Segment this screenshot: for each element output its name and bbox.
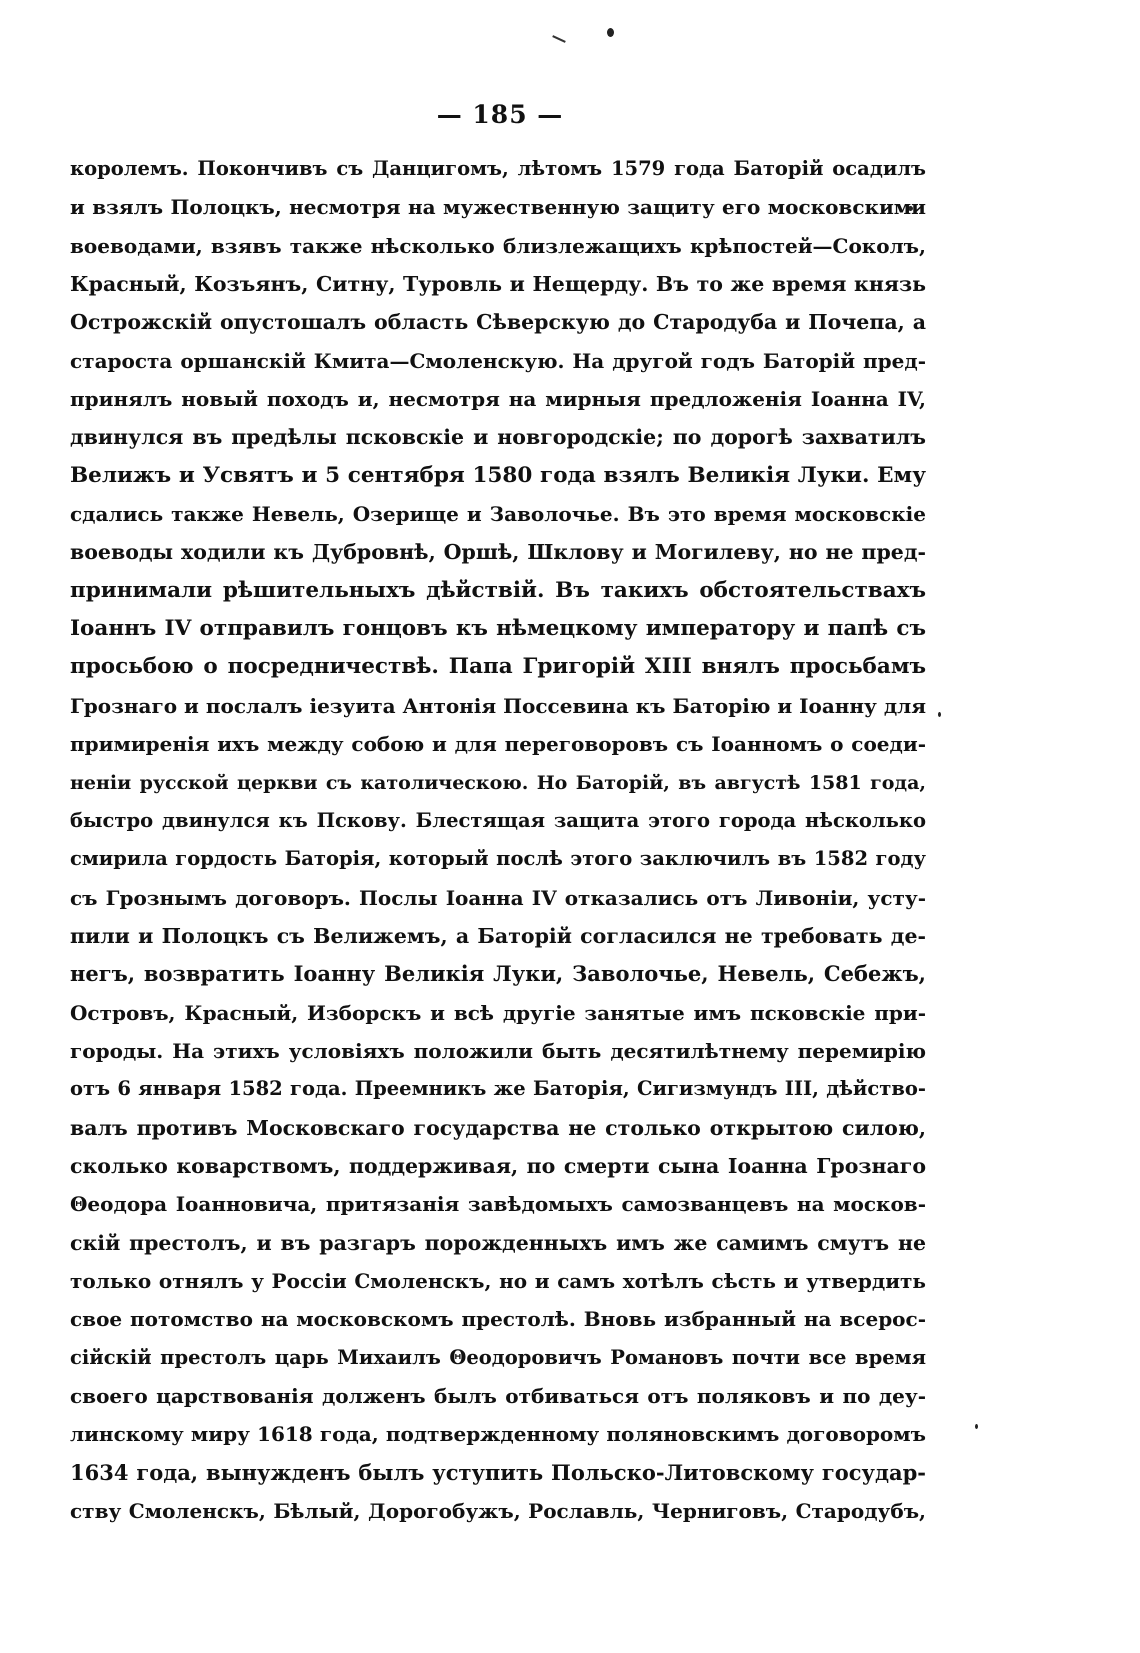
text-line: Красный, Козъянъ, Ситну, Туровль и Нещерду. Въ то же время князь xyxy=(70,272,926,297)
ink-speck xyxy=(975,1424,978,1429)
text-line: валъ противъ Московскаго государства не столько открытою силою, xyxy=(70,1115,926,1140)
text-line: скій престолъ, и въ разгаръ порожденныхъ имъ же самимъ смутъ не xyxy=(70,1230,926,1255)
text-line: смирила гордость Баторія, который послѣ этого заключилъ въ 1582 году xyxy=(70,847,926,871)
text-line: пили и Полоцкъ съ Велижемъ, а Баторій согласился не требовать де- xyxy=(70,923,926,948)
text-line: городы. На этихъ условіяхъ положили быть десятилѣтнему перемирію xyxy=(70,1038,926,1063)
text-line: Θеодора Іоанновича, притязанія завѣдомыхъ самозванцевъ на москов- xyxy=(70,1192,926,1217)
ink-speck xyxy=(938,712,941,717)
text-line: принялъ новый походъ и, несмотря на мирныя предложенія Іоанна IV, xyxy=(70,387,926,412)
text-line: отъ 6 января 1582 года. Преемникъ же Баторія, Сигизмундъ III, дѣйство- xyxy=(70,1077,926,1101)
text-line: воеводы ходили къ Дубровнѣ, Оршѣ, Шклову и Могилеву, но не пред- xyxy=(70,540,926,565)
text-line: свое потомство на московскомъ престолѣ. Вновь избранный на всерос- xyxy=(70,1307,926,1332)
text-line: сійскій престолъ царь Михаилъ Θеодоровичъ Романовъ почти все время xyxy=(70,1345,926,1369)
text-line: Острожскій опустошалъ область Сѣверскую до Стародуба и Почепа, а xyxy=(70,310,926,335)
text-line: Велижъ и Усвятъ и 5 сентября 1580 года взялъ Великія Луки. Ему xyxy=(70,462,926,488)
text-line: линскому миру 1618 года, подтвержденному поляновскимъ договоромъ xyxy=(70,1422,926,1447)
text-line: своего царствованія долженъ былъ отбиваться отъ поляковъ и по деу- xyxy=(70,1384,926,1408)
text-line: и взялъ Полоцкъ, несмотря на мужественную защиту его московскими xyxy=(70,195,926,220)
text-line: только отнялъ у Россіи Смоленскъ, но и самъ хотѣлъ сѣсть и утвердить xyxy=(70,1268,926,1293)
text-line: сдались также Невель, Озерище и Заволочье. Въ это время московскіе xyxy=(70,502,926,527)
ink-speck xyxy=(607,28,614,37)
ink-scratch xyxy=(552,35,566,43)
text-line: Островъ, Красный, Изборскъ и всѣ другіе занятые имъ псковскіе при- xyxy=(70,1000,926,1025)
text-line: Іоаннъ IV отправилъ гонцовъ къ нѣмецкому императору и папѣ съ xyxy=(70,616,926,642)
text-line: неніи русской церкви съ католическою. Но Баторій, въ августѣ 1581 года, xyxy=(70,771,926,794)
text-line: 1634 года, вынужденъ былъ уступить Польско-Литовскому государ- xyxy=(70,1459,926,1485)
text-line: воеводами, взявъ также нѣсколько близлежащихъ крѣпостей—Соколъ, xyxy=(70,233,926,258)
page-number: — 185 — xyxy=(436,100,564,129)
text-line: королемъ. Покончивъ съ Данцигомъ, лѣтомъ 1579 года Баторій осадилъ xyxy=(70,157,926,180)
text-line: принимали рѣшительныхъ дѣйствій. Въ такихъ обстоятельствахъ xyxy=(70,577,926,603)
body-text xyxy=(70,150,926,1530)
text-line: негъ, возвратить Іоанну Великія Луки, Заволочье, Невель, Себежъ, xyxy=(70,961,926,987)
text-line: просьбою о посредничествѣ. Папа Григорій XIII внялъ просьбамъ xyxy=(70,654,926,680)
text-line: двинулся въ предѣлы псковскіе и новгородскіе; по дорогѣ захватилъ xyxy=(70,425,926,450)
text-line: ству Смоленскъ, Бѣлый, Дорогобужъ, Рославль, Черниговъ, Стародубъ, xyxy=(70,1499,926,1524)
text-line: сколько коварствомъ, поддерживая, по смерти сына Іоанна Грознаго xyxy=(70,1153,926,1178)
text-line: примиренія ихъ между собою и для переговоровъ съ Іоанномъ о соеди- xyxy=(70,732,926,757)
text-line: съ Грознымъ договоръ. Послы Іоанна IV отказались отъ Ливоніи, усту- xyxy=(70,885,926,910)
text-line: быстро двинулся къ Пскову. Блестящая защита этого города нѣсколько xyxy=(70,808,926,832)
text-line: Грознаго и послалъ іезуита Антонія Поссевина къ Баторію и Іоанну для xyxy=(70,693,927,718)
text-line: староста оршанскій Кмита—Смоленскую. На другой годъ Баторій пред- xyxy=(70,348,926,373)
